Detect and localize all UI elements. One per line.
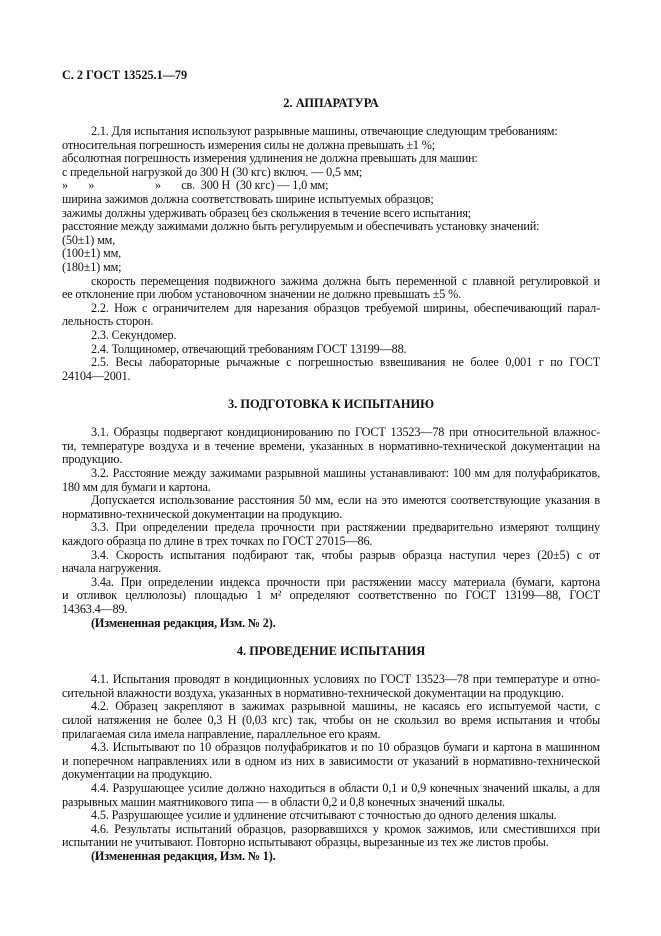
- text-line: с предельной нагрузкой до 300 Н (30 кгс) включ. — 0,5 мм;: [62, 164, 363, 179]
- text-line: 4.2. Образец закрепляют в зажимах разрывной машины, не касаясь его испытуемой части, с: [91, 699, 600, 714]
- section-preparation: [62, 397, 600, 630]
- text-line: абсолютная погрешность измерения удлинения не должна превышать для машин:: [62, 151, 478, 166]
- section-title: 2. АППАРАТУРА: [283, 96, 379, 110]
- text-line: продукцию.: [62, 452, 123, 467]
- text-line: разрывных машин маятникового типа — в области 0,2 и 0,8 конечных значений шкалы.: [62, 794, 505, 809]
- text-line: 3.4а. При определении индекса прочности при растяжении массу материала (бумаги, картона: [91, 574, 600, 589]
- amendment-note: (Измененная редакция, Изм. № 2).: [91, 615, 276, 630]
- section-title: 4. ПРОВЕДЕНИЕ ИСПЫТАНИЯ: [236, 644, 426, 659]
- text-line: Допускается использование расстояния 50 мм, если на это имеются соответствующие указания в: [91, 493, 600, 508]
- text-line: (100±1) мм,: [62, 246, 122, 261]
- text-line: ширина зажимов должна соответствовать ширине испытуемых образцов;: [62, 191, 434, 206]
- text-line: 4.4. Разрушающее усилие должно находиться в области 0,1 и 0,9 конечных значений шкалы, а для: [91, 780, 600, 795]
- text-line: скорость перемещения подвижного зажима должна быть переменной с плавной регулировкой и: [91, 273, 600, 288]
- text-line: 3.4. Скорость испытания подбирают так, чтобы разрыв образца наступил через (20±5) с от: [91, 547, 600, 562]
- section-title: 3. ПОДГОТОВКА К ИСПЫТАНИЮ: [227, 397, 435, 412]
- text-line: 2.1. Для испытания используют разрывные машины, отвечающие следующим требованиям:: [91, 124, 558, 138]
- text-line: и поперечном направлениях или в одном из них в зависимости от указаний в нормативно-технической: [62, 753, 600, 768]
- text-line: 14363.4—89.: [62, 602, 128, 616]
- text-line: каждого образца по длине в трех точках по ГОСТ 27015—86.: [62, 534, 373, 549]
- text-line: (50±1) мм,: [62, 232, 116, 247]
- text-line: начала нагружения.: [62, 561, 162, 576]
- document-page: [62, 0, 600, 864]
- text-line: 180 мм для бумаги и картона.: [62, 479, 211, 494]
- text-line: 2.2. Нож с ограничителем для нарезания образцов требуемой ширины, обеспечивающий парал-: [91, 300, 600, 315]
- text-line: расстояние между зажимами должно быть регулируемым и обеспечивать установку значений:: [62, 219, 540, 234]
- text-line: документации на продукцию.: [62, 767, 212, 782]
- amendment-note: (Измененная редакция, Изм. № 1).: [91, 848, 276, 863]
- text-line: и отливок целлюлозы) площадью 1 м² определяют соответственно по ГОСТ 13199—88, ГОСТ: [62, 588, 600, 603]
- text-line: лельность сторон.: [62, 314, 154, 329]
- text-line: 3.2. Расстояние между зажимами разрывной машины устанавливают: 100 мм для полуфабрикатов,: [91, 466, 600, 481]
- section-testing: [62, 644, 600, 863]
- text-line: 3.3. При определении предела прочности при растяжении предварительно измеряют толщину: [91, 520, 600, 535]
- text-line: испытании не учитывают. Повторно испытывают образцы, вырезанные из тех же листов пробы.: [62, 835, 549, 850]
- text-line: нормативно-технической документации на продукцию.: [62, 506, 342, 521]
- text-line: зажимы должны удерживать образец без скольжения в течение всего испытания;: [62, 205, 472, 220]
- page-header: С. 2 ГОСТ 13525.1—79: [62, 68, 188, 82]
- text-line: прилагаемая сила имела направление, параллельное его краям.: [62, 726, 381, 741]
- text-line: 2.4. Толщиномер, отвечающий требованиям ГОСТ 13199—88.: [91, 341, 407, 356]
- text-line: (180±1) мм;: [62, 259, 122, 274]
- text-line: 2.5. Весы лабораторные рычажные с погрешностью взвешивания не более 0,001 г по ГОСТ: [91, 355, 600, 370]
- text-line: ти, температуре воздуха и в течение времени, указанных в нормативно-технической документации на: [62, 438, 600, 453]
- text-line: 4.3. Испытывают по 10 образцов полуфабрикатов и по 10 образцов бумаги и картона в машинном: [91, 740, 600, 755]
- text-line: 4.5. Разрушающее усилие и удлинение отсчитывают с точностью до одного деления шкалы.: [91, 808, 557, 823]
- text-line: 4.1. Испытания проводят в кондиционных условиях по ГОСТ 13523—78 при температуре и отно-: [91, 672, 600, 687]
- text-line: относительная погрешность измерения силы не должна превышать ±1 %;: [62, 137, 436, 152]
- text-line: » » » св. 300 Н (30 кгс) — 1,0 мм;: [62, 178, 329, 193]
- text-line: ее отклонение при любом установочном значении не должно превышать ±5 %.: [62, 287, 462, 302]
- text-line: 4.6. Результаты испытаний образцов, разорвавшихся у кромок зажимов, или сместившихся при: [91, 821, 600, 836]
- text-line: 2.3. Секундомер.: [91, 327, 177, 342]
- section-apparatus: [62, 96, 600, 383]
- text-line: сительной влажности воздуха, указанных в нормативно-технической документации на продукцию.: [62, 685, 564, 700]
- text-line: 3.1. Образцы подвергают кондиционированию по ГОСТ 13523—78 при относительной влажнос-: [91, 425, 600, 440]
- text-line: силой натяжения не более 0,3 Н (0,03 кгс) так, чтобы он не скользил во время испытания и чтобы: [62, 712, 600, 727]
- text-line: 24104—2001.: [62, 368, 131, 383]
